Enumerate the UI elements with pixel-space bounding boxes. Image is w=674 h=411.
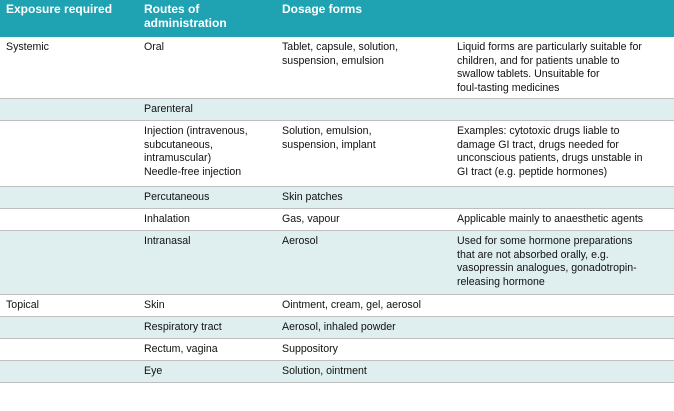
cell-text-line: children, and for patients unable to <box>457 54 620 67</box>
cell-notes <box>451 37 674 99</box>
cell-text-line: Respiratory tract <box>144 321 222 333</box>
table-row <box>0 295 674 317</box>
header-dosage-forms: Dosage forms <box>282 2 363 16</box>
cell-text-line: Inhalation <box>144 213 190 225</box>
cell-route <box>138 209 276 231</box>
cell-route <box>138 37 276 99</box>
cell-text-line: Percutaneous <box>144 191 210 203</box>
table-row <box>0 339 674 361</box>
cell-route <box>138 99 276 121</box>
cell-text-line: Needle-free injection <box>144 165 242 178</box>
cell-text-line: Injection (intravenous, <box>144 125 248 137</box>
table-header <box>0 0 674 37</box>
cell-text: Systemic <box>6 41 49 53</box>
cell-text-line: Aerosol <box>282 235 318 247</box>
cell-text-line: Suppository <box>282 343 338 355</box>
cell-dosage-forms <box>276 121 451 187</box>
cell-text-line: Skin patches <box>282 191 343 203</box>
cell-text-line: Oral <box>144 41 165 53</box>
table-row <box>0 209 674 231</box>
cell-exposure <box>0 295 138 317</box>
table-body <box>0 37 674 383</box>
cell-exposure <box>0 99 138 121</box>
cell-dosage-forms <box>276 317 451 339</box>
cell-dosage-forms <box>276 231 451 295</box>
cell-route <box>138 317 276 339</box>
header-routes-of-administration: Routes of administration <box>144 2 227 30</box>
cell-dosage-forms <box>276 187 451 209</box>
cell-text-line: Solution, ointment <box>282 365 367 377</box>
cell-route <box>138 121 276 187</box>
cell-text-line: Parenteral <box>144 103 193 115</box>
cell-text-line: intramuscular) <box>144 152 212 164</box>
cell-text-line: Rectum, vagina <box>144 343 218 355</box>
table-row <box>0 361 674 383</box>
cell-text-line: foul-tasting medicines <box>457 81 560 94</box>
cell-text-line: Liquid forms are particularly suitable for <box>457 41 642 53</box>
header-row <box>0 0 674 37</box>
cell-exposure <box>0 317 138 339</box>
cell-text-line: Gas, vapour <box>282 213 340 225</box>
cell-exposure <box>0 361 138 383</box>
cell-exposure <box>0 37 138 99</box>
header-notes <box>451 0 674 37</box>
cell-dosage-forms <box>276 361 451 383</box>
table-row <box>0 231 674 295</box>
cell-notes <box>451 361 674 383</box>
cell-exposure <box>0 121 138 187</box>
cell-notes <box>451 317 674 339</box>
cell-notes <box>451 231 674 295</box>
table-row <box>0 317 674 339</box>
cell-exposure <box>0 187 138 209</box>
cell-text-line: Applicable mainly to anaesthetic agents <box>457 213 644 225</box>
cell-dosage-forms <box>276 339 451 361</box>
cell-text-line: Skin <box>144 299 165 311</box>
table-row <box>0 37 674 99</box>
cell-route <box>138 361 276 383</box>
cell-notes <box>451 99 674 121</box>
cell-text-line: releasing hormone <box>457 275 545 288</box>
table-row <box>0 187 674 209</box>
cell-notes <box>451 187 674 209</box>
cell-notes <box>451 209 674 231</box>
cell-exposure <box>0 231 138 295</box>
cell-route <box>138 295 276 317</box>
cell-dosage-forms <box>276 99 451 121</box>
cell-route <box>138 231 276 295</box>
cell-exposure <box>0 209 138 231</box>
table-row <box>0 99 674 121</box>
cell-text-line: Eye <box>144 365 163 377</box>
cell-notes <box>451 121 674 187</box>
cell-text-line: Used for some hormone preparations <box>457 235 633 247</box>
cell-text-line: Ointment, cream, gel, aerosol <box>282 299 421 311</box>
cell-text: Topical <box>6 299 39 311</box>
cell-text-line: Examples: cytotoxic drugs liable to <box>457 125 620 137</box>
cell-text-line: Intranasal <box>144 235 191 247</box>
cell-text-line: GI tract (e.g. peptide hormones) <box>457 165 608 178</box>
cell-text-line: suspension, emulsion <box>282 54 384 67</box>
cell-text-line: subcutaneous, <box>144 138 213 151</box>
cell-route <box>138 187 276 209</box>
cell-dosage-forms <box>276 209 451 231</box>
cell-notes <box>451 295 674 317</box>
cell-notes <box>451 339 674 361</box>
cell-text-line: Solution, emulsion, <box>282 125 372 137</box>
cell-text-line: swallow tablets. Unsuitable for <box>457 68 600 80</box>
cell-text-line: that are not absorbed orally, e.g. <box>457 248 609 261</box>
cell-text-line: suspension, implant <box>282 138 376 151</box>
cell-text-line: unconscious patients, drugs unstable in <box>457 152 643 164</box>
cell-dosage-forms <box>276 295 451 317</box>
cell-text-line: Tablet, capsule, solution, <box>282 41 399 53</box>
header-exposure-required: Exposure required <box>6 2 113 16</box>
cell-dosage-forms <box>276 37 451 99</box>
cell-exposure <box>0 339 138 361</box>
table-row <box>0 121 674 187</box>
cell-text-line: damage GI tract, drugs needed for <box>457 138 619 151</box>
cell-text-line: vasopressin analogues, gonadotropin- <box>457 262 637 274</box>
cell-route <box>138 339 276 361</box>
cell-text-line: Aerosol, inhaled powder <box>282 321 396 333</box>
